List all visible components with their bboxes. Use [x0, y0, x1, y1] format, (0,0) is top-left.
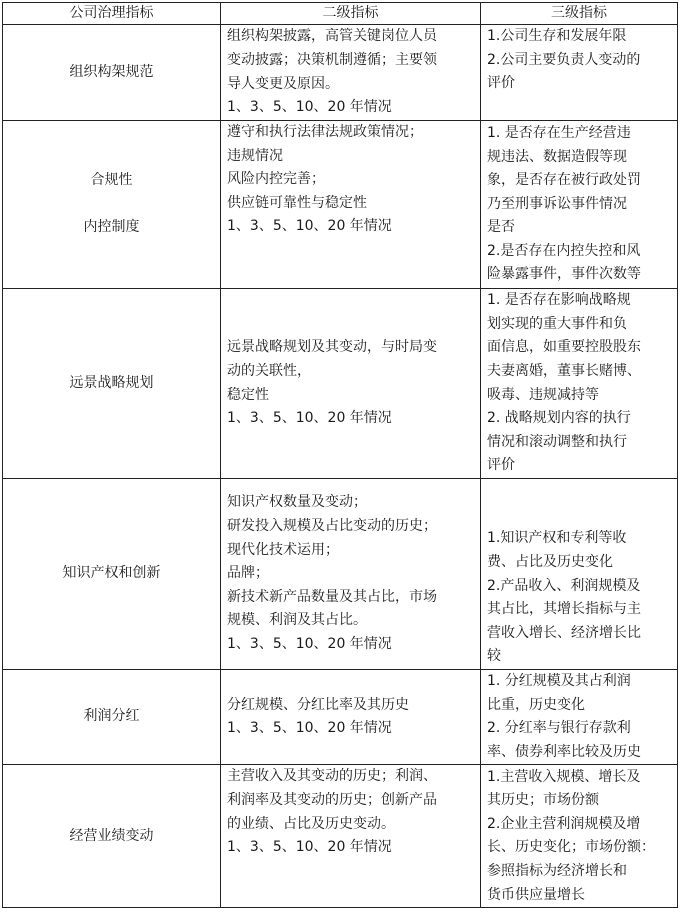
secondary-line: 组织构架披露，高管关键岗位人员	[227, 28, 437, 45]
indicator-cell	[3, 121, 221, 289]
table-row	[3, 289, 678, 479]
secondary-line: 研发投入规模及占比变动的历史；	[227, 518, 437, 535]
tertiary-line: 1. 是否存在生产经营违	[487, 124, 631, 141]
header-indicator: 公司治理指标	[3, 3, 221, 25]
tertiary-cell	[481, 765, 678, 908]
indicator-label: 组织构架规范	[69, 63, 154, 80]
indicator-label: 利润分红	[83, 708, 140, 725]
header-secondary: 二级指标	[221, 3, 481, 25]
tertiary-cell	[481, 25, 678, 121]
tertiary-line: 较	[487, 648, 501, 665]
secondary-line: 知识产权数量及变动；	[227, 494, 367, 511]
tertiary-line: 率、债券利率比较及历史	[487, 743, 641, 760]
tertiary-line: 2. 战略规划内容的执行	[487, 410, 631, 427]
tertiary-line: 营收入增长、经济增长比	[487, 624, 641, 641]
indicator-cell	[3, 289, 221, 479]
tertiary-line: 2. 分红率与银行存款利	[487, 720, 631, 737]
tertiary-cell	[481, 670, 678, 765]
tertiary-line: 吸毒、违规减持等	[487, 386, 599, 403]
tertiary-line: 1. 分红规模及其占利润	[487, 673, 631, 689]
secondary-line: 现代化技术运用；	[227, 541, 339, 558]
table-row	[3, 121, 678, 289]
tertiary-line: 情况和滚动调整和执行	[487, 433, 627, 450]
table-row	[3, 670, 678, 765]
secondary-line: 1、3、5、10、20 年情况	[227, 99, 392, 116]
secondary-line: 动的关联性，	[227, 362, 311, 379]
header-tertiary: 三级指标	[481, 3, 678, 25]
secondary-line: 主营收入及其变动的历史；利润、	[227, 768, 437, 785]
indicator-cell	[3, 765, 221, 908]
secondary-line: 1、3、5、10、20 年情况	[227, 410, 392, 427]
secondary-line: 的业绩、占比及历史变动。	[227, 815, 395, 832]
tertiary-line: 1. 是否存在影响战略规	[487, 292, 631, 309]
secondary-line: 变动披露；决策机制遵循；主要领	[227, 51, 437, 68]
indicator-label: 合规性	[90, 172, 133, 189]
secondary-line: 遵守和执行法律法规政策情况；	[227, 124, 423, 140]
table-header-row	[3, 3, 678, 25]
governance-indicator-table	[2, 2, 678, 908]
tertiary-line: 参照指标为经济增长和	[487, 862, 627, 879]
tertiary-line: 2.公司主要负责人变动的	[487, 51, 641, 68]
tertiary-line: 划实现的重大事件和负	[487, 315, 627, 332]
secondary-line: 分红规模、分红比率及其历史	[227, 696, 409, 713]
tertiary-line: 费、占比及历史变化	[487, 554, 613, 571]
tertiary-line: 2.是否存在内控失控和风	[487, 242, 641, 259]
secondary-line: 1、3、5、10、20 年情况	[227, 218, 392, 235]
tertiary-line: 是否	[487, 219, 515, 236]
secondary-cell	[221, 289, 481, 479]
indicator-label: 远景战略规划	[69, 374, 154, 391]
tertiary-line: 其历史；市场份额	[487, 792, 599, 809]
tertiary-line: 象，是否存在被行政处罚	[487, 172, 641, 189]
tertiary-line: 夫妻离婚，董事长赌博、	[487, 362, 641, 379]
tertiary-line: 乃至刑事诉讼事件情况	[487, 195, 627, 212]
secondary-line: 稳定性	[227, 386, 269, 403]
tertiary-line: 1.知识产权和专利等收	[487, 530, 627, 547]
tertiary-line: 1.公司生存和发展年限	[487, 28, 627, 44]
secondary-line: 风险内控完善；	[227, 171, 325, 188]
secondary-cell	[221, 479, 481, 670]
secondary-line: 远景战略规划及其变动，与时局变	[227, 339, 437, 356]
indicator-spacer	[9, 193, 214, 216]
indicator-cell	[3, 670, 221, 765]
tertiary-line: 评价	[487, 457, 515, 474]
tertiary-line: 规违法、数据造假等现	[487, 148, 627, 165]
table-row	[3, 479, 678, 670]
secondary-cell	[221, 121, 481, 289]
indicator-label: 内控制度	[83, 219, 140, 235]
tertiary-line: 其占比，其增长指标与主	[487, 601, 641, 618]
secondary-line: 1、3、5、10、20 年情况	[227, 635, 392, 652]
table-row	[3, 765, 678, 908]
tertiary-line: 长、历史变化；市场份额：	[487, 839, 655, 856]
tertiary-line: 比重，历史变化	[487, 696, 585, 713]
secondary-line: 导人变更及原因。	[227, 75, 339, 92]
secondary-line: 利润率及其变动的历史；创新产品	[227, 791, 437, 808]
indicator-label: 经营业绩变动	[69, 827, 154, 844]
tertiary-line: 2.产品收入、利润规模及	[487, 577, 641, 594]
table-row	[3, 25, 678, 121]
indicator-cell	[3, 25, 221, 121]
secondary-line: 供应链可靠性与稳定性	[227, 194, 367, 211]
secondary-line: 规模、利润及其占比。	[227, 612, 367, 629]
tertiary-line: 2.企业主营利润规模及增	[487, 815, 641, 832]
secondary-line: 品牌；	[227, 565, 269, 582]
secondary-line: 新技术新产品数量及其占比，市场	[227, 588, 437, 605]
tertiary-line: 面信息，如重要控股股东	[487, 339, 641, 356]
tertiary-cell	[481, 121, 678, 289]
tertiary-line: 货币供应量增长	[487, 886, 585, 903]
tertiary-line: 评价	[487, 75, 515, 92]
secondary-line: 1、3、5、10、20 年情况	[227, 720, 392, 737]
tertiary-cell	[481, 479, 678, 670]
tertiary-line: 险暴露事件，事件次数等	[487, 266, 641, 283]
secondary-line: 违规情况	[227, 147, 283, 164]
secondary-cell	[221, 765, 481, 908]
indicator-label: 知识产权和创新	[62, 565, 161, 582]
tertiary-cell	[481, 289, 678, 479]
tertiary-line: 1.主营收入规模、增长及	[487, 768, 641, 785]
indicator-cell	[3, 479, 221, 670]
secondary-cell	[221, 25, 481, 121]
secondary-cell	[221, 670, 481, 765]
secondary-line: 1、3、5、10、20 年情况	[227, 839, 392, 856]
